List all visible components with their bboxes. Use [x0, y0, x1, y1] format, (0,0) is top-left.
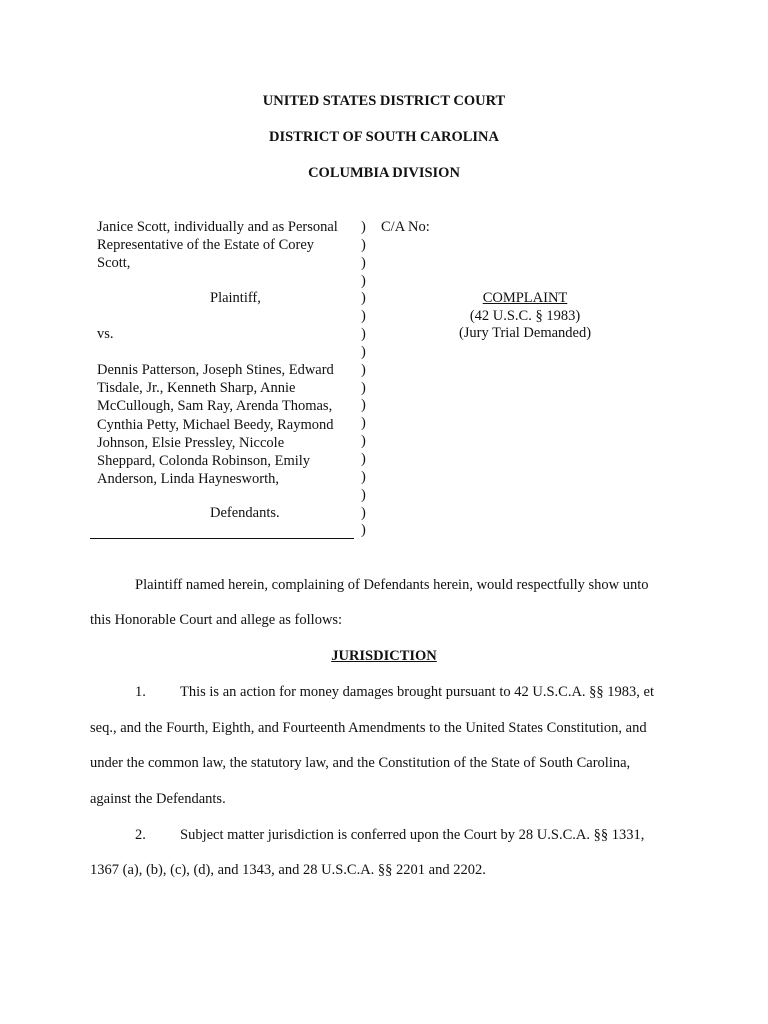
intro-line: Plaintiff named herein, complaining of Defendants herein, would respectfully show unto — [135, 577, 649, 593]
defendant-names-line: McCullough, Sam Ray, Arenda Thomas, — [97, 398, 333, 415]
paragraph-number: 1. — [135, 684, 146, 700]
paren-mark: ) — [361, 504, 366, 521]
intro-line: this Honorable Court and allege as follows: — [90, 612, 343, 628]
paren-mark: ) — [361, 486, 366, 503]
caption-parentheses — [361, 219, 366, 540]
plaintiff-caption — [97, 218, 359, 273]
paren-mark: ) — [361, 397, 366, 414]
defendant-names-line: Johnson, Elsie Pressley, Niccole — [97, 434, 285, 451]
paren-mark: ) — [361, 326, 366, 343]
paren-mark: ) — [361, 522, 366, 539]
defendant-names-line: Cynthia Petty, Michael Beedy, Raymond — [97, 416, 334, 433]
case-number-label: C/A No: — [381, 219, 430, 235]
defendant-names-line: Sheppard, Colonda Robinson, Emily — [97, 452, 311, 469]
statute-reference: (42 U.S.C. § 1983) — [469, 307, 581, 324]
paren-mark: ) — [361, 361, 366, 378]
paren-mark: ) — [361, 343, 366, 360]
plaintiff-name-line: Janice Scott, individually and as Personal — [97, 219, 338, 235]
defendant-names-line: Tisdale, Jr., Kenneth Sharp, Annie — [97, 380, 296, 397]
paragraph-line: seq., and the Fourth, Eighth, and Fourteenth Amendments to the United States Constitution, and — [90, 720, 647, 736]
paren-mark: ) — [361, 308, 366, 325]
defendants-label: Defendants. — [210, 505, 280, 521]
versus-label: vs. — [97, 326, 114, 342]
complaint-block — [420, 290, 630, 343]
paragraph-line: 1367 (a), (b), (c), (d), and 1343, and 28 U.S.C.A. §§ 2201 and 2202. — [90, 862, 486, 878]
division-name: COLUMBIA DIVISION — [308, 165, 460, 181]
paren-mark: ) — [361, 433, 366, 450]
paragraph-first-line: This is an action for money damages brought pursuant to 42 U.S.C.A. §§ 1983, et — [180, 684, 655, 700]
defendant-names-line: Dennis Patterson, Joseph Stines, Edward — [97, 362, 334, 378]
paragraph-line: under the common law, the statutory law, and the Constitution of the State of South Carolina, — [90, 755, 631, 771]
paren-mark: ) — [361, 236, 366, 253]
paragraph-line: against the Defendants. — [90, 791, 226, 807]
plaintiff-name-line: Representative of the Estate of Corey — [97, 237, 315, 254]
paren-mark: ) — [361, 272, 366, 289]
district-name: DISTRICT OF SOUTH CAROLINA — [268, 129, 500, 145]
plaintiff-label: Plaintiff, — [210, 290, 261, 306]
defendants-caption — [97, 361, 359, 488]
paren-mark: ) — [361, 450, 366, 467]
section-heading: JURISDICTION — [331, 648, 437, 664]
court-name: UNITED STATES DISTRICT COURT — [262, 93, 506, 109]
paren-mark: ) — [361, 219, 366, 235]
paren-mark: ) — [361, 415, 366, 432]
paragraph-first-line: Subject matter jurisdiction is conferred upon the Court by 28 U.S.C.A. §§ 1331, — [180, 827, 645, 843]
plaintiff-name-line: Scott, — [97, 255, 131, 272]
paren-mark: ) — [361, 379, 366, 396]
paragraph-number: 2. — [135, 827, 146, 843]
paren-mark: ) — [361, 254, 366, 271]
paren-mark: ) — [361, 468, 366, 485]
document-title: COMPLAINT — [482, 290, 568, 306]
caption-divider — [90, 538, 354, 539]
defendant-names-line: Anderson, Linda Haynesworth, — [97, 471, 280, 488]
jury-demand: (Jury Trial Demanded) — [458, 325, 592, 341]
paren-mark: ) — [361, 290, 366, 307]
